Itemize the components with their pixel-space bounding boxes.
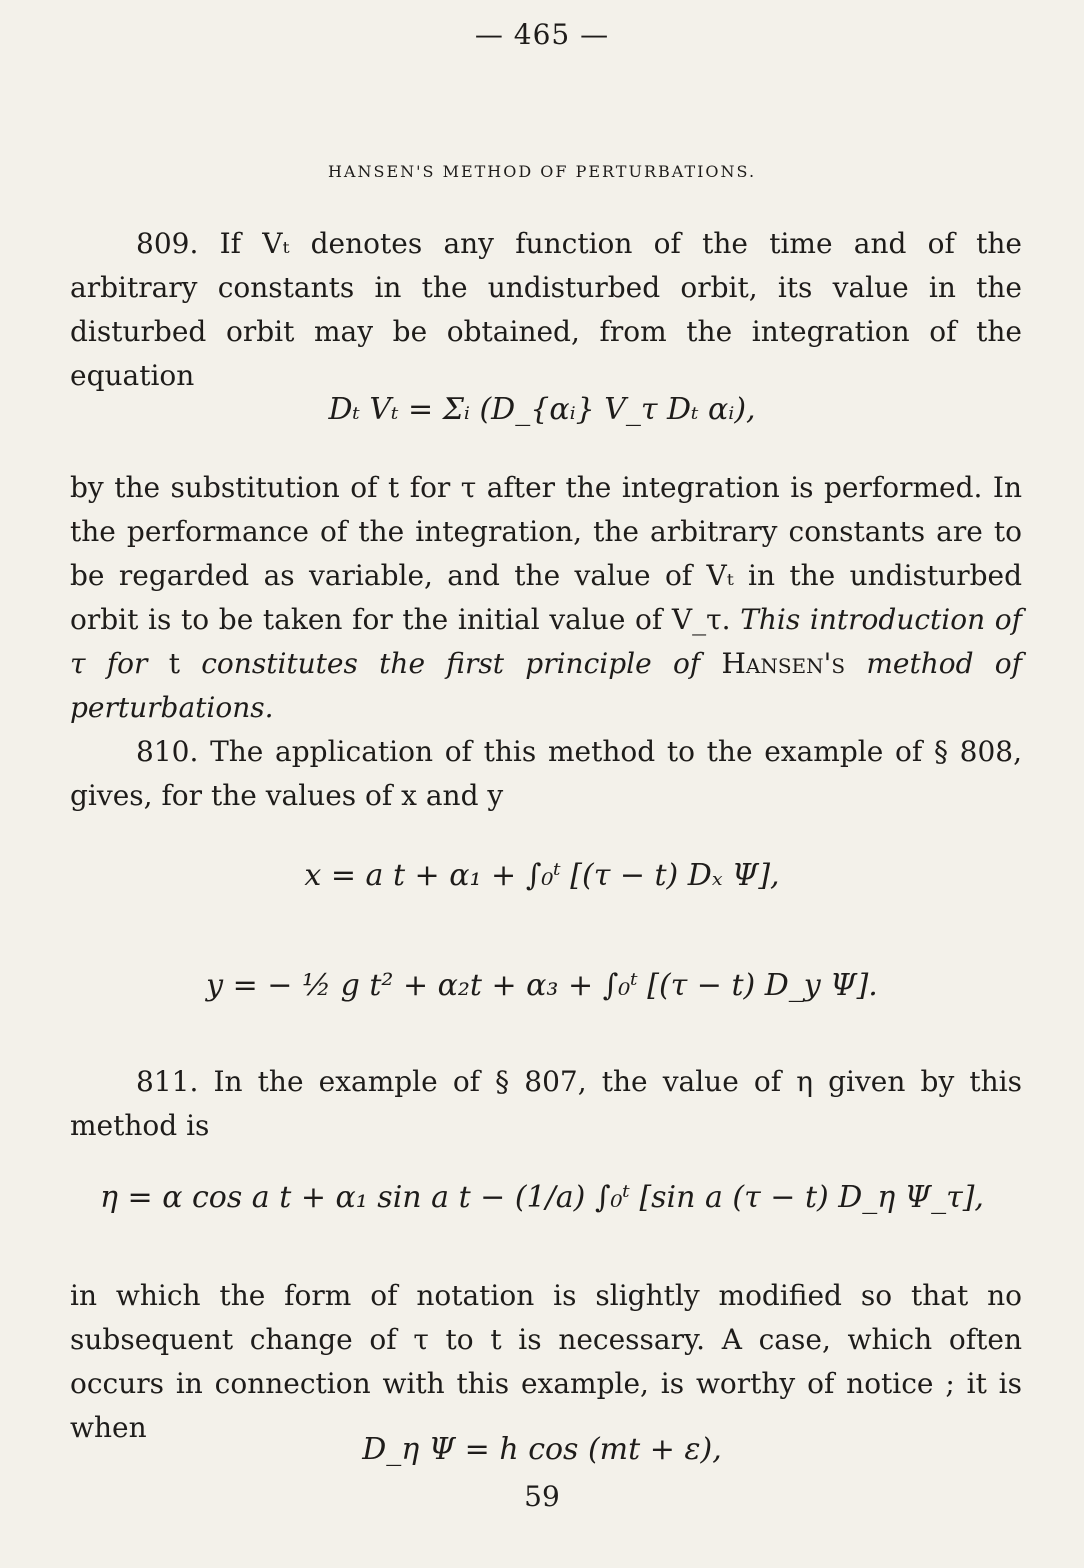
equation-x: x = a t + α₁ + ∫₀ᵗ [(τ − t) Dₓ Ψ], [304,858,780,893]
paragraph-810 [70,730,1022,818]
equation-1: Dₜ Vₜ = Σᵢ (D_{αᵢ} V_τ Dₜ αᵢ), [328,392,756,427]
section-number-810: 810. [136,735,199,768]
paragraph-809-continued-text: by the substitution of t for τ after the integration is performed. In the performance of the integration, the arbitrary constants are to be regarded as variable, and the value of Vₜ in the undisturbed orbit is to be taken for the initial value of V_τ. [70,471,1022,636]
paragraph-811-text: In the example of § 807, the value of η given by this method is [70,1065,1022,1142]
paragraph-810-text: The application of this method to the example of § 808, gives, for the values of x and y [70,735,1022,812]
paragraph-811 [70,1060,1022,1148]
first-principle-text-b: constitutes the first principle of [201,647,701,680]
signature-mark: 59 [524,1480,560,1513]
page-number: — 465 — [474,18,610,51]
equation-y: y = − ½ g t² + α₂t + α₃ + ∫₀ᵗ [(τ − t) D_y Ψ]. [206,968,878,1003]
paragraph-811-continued-text: in which the form of notation is slightly modified so that no subsequent change of τ to t is necessary. A case, which often occurs in connection with this example, is worthy of notice ; it is when [70,1279,1022,1444]
hansen-name: Hansen's [721,647,846,680]
paragraph-809-text: If Vₜ denotes any function of the time and of the arbitrary constants in the undisturbed orbit, its value in the disturbed orbit may be obtained, from the integration of the equation [70,227,1023,392]
t-word: t [168,647,180,680]
equation-d: D_η Ψ = h cos (mt + ε), [362,1432,722,1467]
paragraph-811-continued [70,1274,1022,1450]
first-principle-text-c: method of perturbations. [70,647,1023,724]
section-number-809: 809. [136,227,199,260]
running-title: HANSEN'S METHOD OF PERTURBATIONS. [327,162,757,181]
section-number-811: 811. [136,1065,199,1098]
first-principle-text-a: This introduction of τ for [70,603,1023,680]
equation-eta: η = α cos a t + α₁ sin a t − (1/a) ∫₀ᵗ [sin a (τ − t) D_η Ψ_τ], [100,1180,984,1215]
paragraph-809-continued [70,466,1022,730]
paragraph-809 [70,222,1022,398]
